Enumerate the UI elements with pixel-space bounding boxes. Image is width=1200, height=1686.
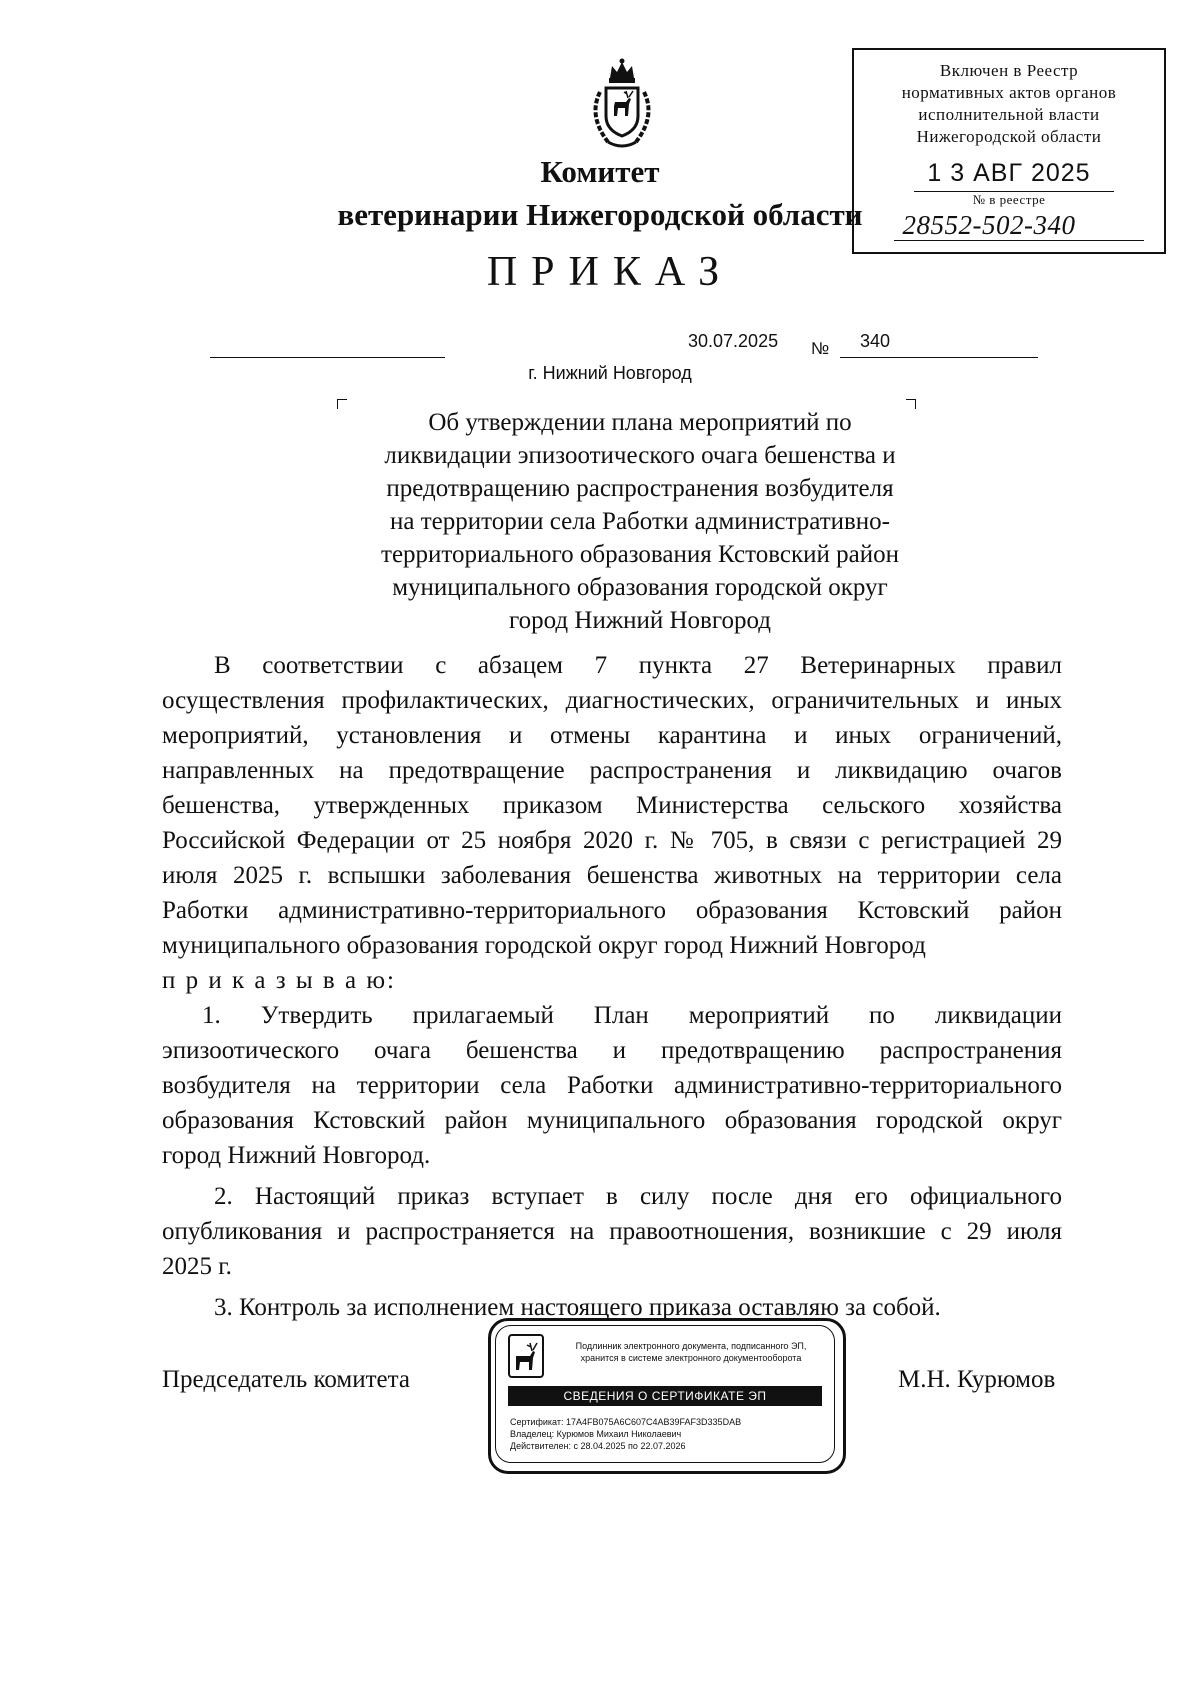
item2-line: 2. Настоящий приказ вступает в силу после дня его официального xyxy=(214,1183,1062,1210)
esign-note-line1: Подлинник электронного документа, подписанного ЭП, xyxy=(575,1341,807,1351)
subject-line: на территории села Работки административно- xyxy=(390,508,890,535)
registry-stamp-line1: Включен в Реестр xyxy=(939,61,1079,80)
subject-line: муниципального образования городской округ xyxy=(392,574,888,601)
item2-line: опубликования и распространяется на правоотношения, возникшие с 29 июля xyxy=(162,1218,1062,1245)
subject-line: ликвидации эпизоотического очага бешенства и xyxy=(384,442,896,469)
subject-line: территориального образования Кстовский район xyxy=(381,541,899,568)
preamble-line: Работки административно-территориального образования Кстовский район xyxy=(162,897,1062,924)
registry-stamp-line2: нормативных актов органов xyxy=(901,83,1117,102)
item1-line: город Нижний Новгород. xyxy=(162,1142,431,1169)
registry-stamp-line4: Нижегородской области xyxy=(916,127,1102,146)
registry-stamp-line3: исполнительной власти xyxy=(918,105,1100,124)
document-number: 340 xyxy=(860,331,891,351)
preamble-line: июля 2025 г. вспышки заболевания бешенства животных на территории села xyxy=(162,862,1062,889)
preamble-line: муниципального образования городской округ город Нижний Новгород xyxy=(162,932,926,959)
org-title-line2: ветеринарии Нижегородской области xyxy=(337,197,863,232)
subject-line: город Нижний Новгород xyxy=(509,607,771,634)
item2-line: 2025 г. xyxy=(162,1253,232,1280)
document-body xyxy=(162,648,1062,1325)
esign-owner: Владелец: Курюмов Михаил Николаевич xyxy=(510,1429,682,1439)
item3-line: 3. Контроль за исполнением настоящего приказа оставляю за собой. xyxy=(214,1294,941,1321)
document-city: г. Нижний Новгород xyxy=(528,363,692,383)
item1-line: возбудителя на территории села Работки административно-территориального xyxy=(162,1072,1062,1099)
subject-line: Об утверждении плана мероприятий по xyxy=(428,409,852,436)
item1-line: 1. Утвердить прилагаемый План мероприятий по ликвидации xyxy=(202,1002,1062,1029)
registry-stamp xyxy=(852,48,1166,254)
order-word: п р и к а з ы в а ю: xyxy=(162,967,396,994)
preamble-line: В соответствии с абзацем 7 пункта 27 Ветеринарных правил xyxy=(214,652,1062,679)
preamble-line: мероприятий, установления и отмены карантина и иных ограничений, xyxy=(162,722,1062,749)
esign-note-line2: хранится в системе электронного документооборота xyxy=(580,1353,802,1363)
esign-banner: СВЕДЕНИЯ О СЕРТИФИКАТЕ ЭП xyxy=(508,1386,822,1406)
deer-logo-icon xyxy=(508,1334,544,1378)
preamble-line: направленных на предотвращение распространения и ликвидацию очагов xyxy=(162,757,1062,784)
registry-number-label: № в реестре xyxy=(972,192,1046,207)
coat-of-arms-icon xyxy=(582,58,662,150)
document-number-label: № xyxy=(811,339,830,358)
document-type-title: ПРИКАЗ xyxy=(486,249,734,295)
document-subject xyxy=(330,406,950,637)
esign-validity: Действителен: с 28.04.2025 по 22.07.2026 xyxy=(510,1441,686,1451)
item1-line: образования Кстовский район муниципального образования городской округ xyxy=(162,1107,1062,1134)
registry-number-handwritten: 28552-502-340 xyxy=(902,210,1076,240)
document-date: 30.07.2025 xyxy=(688,331,779,351)
preamble-line: осуществления профилактических, диагностических, ограничительных и иных xyxy=(162,687,1062,714)
signatory-name: М.Н. Курюмов xyxy=(898,1366,1056,1393)
registry-stamp-date: 1 3 АВГ 2025 xyxy=(927,159,1091,187)
item1-line: эпизоотического очага бешенства и предотвращению распространения xyxy=(162,1037,1062,1064)
esign-certificate: Сертификат: 17A4FB075A6C607C4AB39FAF3D335DAB xyxy=(510,1417,742,1427)
org-title-line1: Комитет xyxy=(540,154,660,189)
preamble-line: Российской Федерации от 25 ноября 2020 г. № 705, в связи с регистрацией 29 xyxy=(162,827,1062,854)
preamble-line: бешенства, утвержденных приказом Министерства сельского хозяйства xyxy=(162,792,1062,819)
signatory-position: Председатель комитета xyxy=(162,1366,410,1393)
electronic-signature-stamp xyxy=(488,1318,846,1474)
subject-line: предотвращению распространения возбудителя xyxy=(386,475,894,502)
